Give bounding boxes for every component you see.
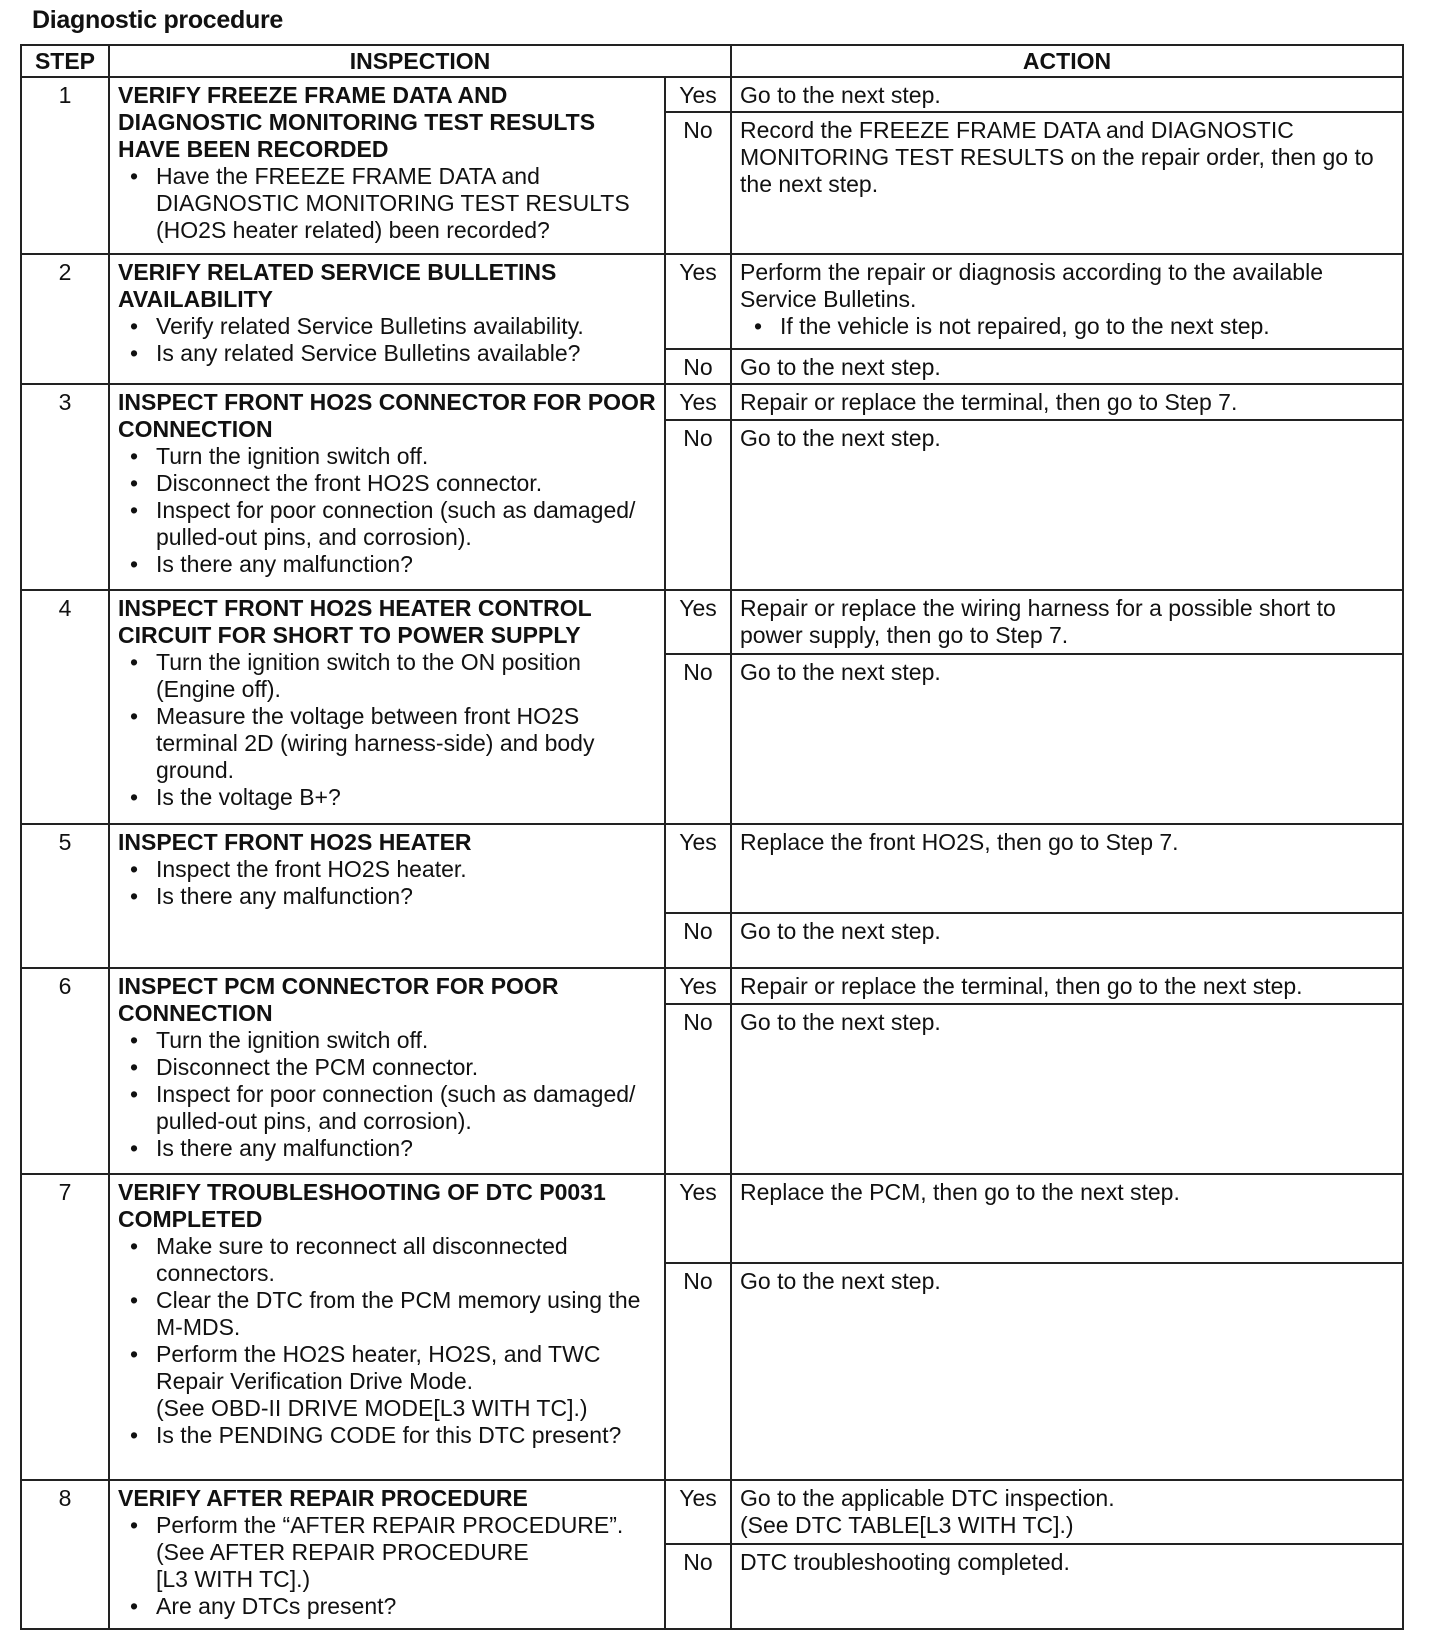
step-number: 3 (21, 384, 109, 590)
answer-no: No (665, 420, 731, 590)
bullet-list (118, 443, 658, 578)
bullet-item: • Inspect for poor connection (such as damaged/ pulled-out pins, and corrosion). (118, 497, 658, 551)
inspection-cell (109, 254, 665, 384)
action-text: Replace the front HO2S, then go to Step 7. (740, 829, 1179, 856)
step-row (21, 254, 1403, 349)
bullet-item: • Turn the ignition switch off. (118, 443, 658, 470)
answer-yes: Yes (665, 590, 731, 654)
inspection-cell (109, 384, 665, 590)
inspection-cell (109, 1174, 665, 1480)
bullet-item: • Turn the ignition switch off. (118, 1027, 658, 1054)
inspection-title: VERIFY AFTER REPAIR PROCEDURE (118, 1485, 528, 1511)
answer-yes: Yes (665, 1174, 731, 1263)
action-cell (731, 1004, 1403, 1174)
action-cell (731, 968, 1403, 1004)
answer-yes: Yes (665, 968, 731, 1004)
action-text: Record the FREEZE FRAME DATA and DIAGNOSTIC MONITORING TEST RESULTS on the repair order, then go to the next step. (740, 116, 1374, 197)
answer-yes: Yes (665, 254, 731, 349)
answer-no: No (665, 913, 731, 968)
inspection-cell (109, 824, 665, 968)
bullet-item: • Verify related Service Bulletins availability. (118, 313, 658, 340)
bullet-item: • Inspect for poor connection (such as damaged/ pulled-out pins, and corrosion). (118, 1081, 658, 1135)
action-cell (731, 590, 1403, 654)
action-cell (731, 77, 1403, 112)
step-row (21, 824, 1403, 913)
answer-yes: Yes (665, 1480, 731, 1544)
bullet-list (118, 163, 658, 244)
step-row (21, 77, 1403, 112)
header-action: ACTION (731, 45, 1403, 77)
bullet-list (740, 313, 1396, 340)
bullet-item: • Perform the “AFTER REPAIR PROCEDURE”. (See AFTER REPAIR PROCEDURE [L3 WITH TC].) (118, 1512, 658, 1593)
action-cell (731, 254, 1403, 349)
action-text: Go to the next step. (740, 658, 941, 685)
inspection-title: VERIFY RELATED SERVICE BULLETINS AVAILABILITY (118, 259, 557, 313)
action-text: Perform the repair or diagnosis according to the available Service Bulletins. (740, 259, 1324, 313)
action-text: Repair or replace the terminal, then go to Step 7. (740, 389, 1238, 416)
action-text: Go to the applicable DTC inspection. (See DTC TABLE[L3 WITH TC].) (740, 1485, 1115, 1538)
step-row (21, 590, 1403, 654)
inspection-title: INSPECT FRONT HO2S HEATER CONTROL CIRCUIT FOR SHORT TO POWER SUPPLY (118, 595, 592, 649)
diagnostic-procedure-table (20, 44, 1404, 1630)
bullet-item: • Inspect the front HO2S heater. (118, 856, 658, 883)
action-cell (731, 824, 1403, 913)
answer-no: No (665, 112, 731, 255)
action-cell (731, 1174, 1403, 1263)
action-cell (731, 913, 1403, 968)
bullet-item: • Is the PENDING CODE for this DTC present? (118, 1422, 658, 1449)
step-number: 5 (21, 824, 109, 968)
action-cell (731, 1480, 1403, 1544)
bullet-item: • Disconnect the front HO2S connector. (118, 470, 658, 497)
bullet-item: • Is there any malfunction? (118, 551, 658, 578)
bullet-list (118, 856, 658, 910)
bullet-list (118, 649, 658, 811)
bullet-item: • Perform the HO2S heater, HO2S, and TWC Repair Verification Drive Mode. (See OBD-II DRIVE MODE[L3 WITH TC].) (118, 1341, 658, 1422)
answer-no: No (665, 1004, 731, 1174)
bullet-list (118, 313, 658, 367)
answer-no: No (665, 1544, 731, 1629)
step-row (21, 384, 1403, 420)
inspection-cell (109, 590, 665, 824)
bullet-item: • Disconnect the PCM connector. (118, 1054, 658, 1081)
step-row (21, 1174, 1403, 1263)
header-row (21, 45, 1403, 77)
step-row (21, 1480, 1403, 1544)
bullet-item: • Is there any malfunction? (118, 1135, 658, 1162)
step-number: 4 (21, 590, 109, 824)
bullet-list (118, 1512, 658, 1620)
step-number: 1 (21, 77, 109, 254)
step-row (21, 968, 1403, 1004)
bullet-item: • Have the FREEZE FRAME DATA and DIAGNOSTIC MONITORING TEST RESULTS (HO2S heater related) been recorded? (118, 163, 658, 244)
step-number: 2 (21, 254, 109, 384)
answer-no: No (665, 654, 731, 824)
header-step: STEP (21, 45, 109, 77)
bullet-item: • Turn the ignition switch to the ON position (Engine off). (118, 649, 658, 703)
answer-no: No (665, 349, 731, 384)
action-text: Replace the PCM, then go to the next step. (740, 1178, 1180, 1205)
action-text: Go to the next step. (740, 82, 941, 108)
bullet-list (118, 1233, 658, 1449)
bullet-item: • Make sure to reconnect all disconnected connectors. (118, 1233, 658, 1287)
inspection-title: VERIFY FREEZE FRAME DATA AND DIAGNOSTIC MONITORING TEST RESULTS HAVE BEEN RECORDED (118, 82, 596, 162)
inspection-cell (109, 968, 665, 1174)
bullet-item: • Is there any malfunction? (118, 883, 658, 910)
bullet-item: • Are any DTCs present? (118, 1593, 658, 1620)
action-text: Go to the next step. (740, 1008, 941, 1035)
inspection-title: INSPECT FRONT HO2S HEATER (118, 829, 472, 856)
action-text: Go to the next step. (740, 918, 941, 945)
answer-yes: Yes (665, 384, 731, 420)
action-text: Go to the next step. (740, 354, 941, 381)
action-cell (731, 420, 1403, 590)
action-text: Go to the next step. (740, 1267, 941, 1294)
action-text: Repair or replace the wiring harness for a possible short to power supply, then go to Step 7. (740, 595, 1336, 649)
answer-yes: Yes (665, 77, 731, 112)
bullet-list (118, 1027, 658, 1162)
action-text: DTC troubleshooting completed. (740, 1548, 1070, 1575)
bullet-item: • If the vehicle is not repaired, go to the next step. (740, 313, 1396, 340)
action-cell (731, 112, 1403, 255)
header-inspection: INSPECTION (109, 45, 731, 77)
answer-no: No (665, 1263, 731, 1480)
bullet-item: • Is the voltage B+? (118, 784, 658, 811)
inspection-title: INSPECT PCM CONNECTOR FOR POOR CONNECTION (118, 972, 559, 1026)
step-number: 8 (21, 1480, 109, 1629)
action-text: Go to the next step. (740, 424, 941, 451)
action-cell (731, 349, 1403, 384)
inspection-cell (109, 1480, 665, 1629)
action-cell (731, 384, 1403, 420)
inspection-title: VERIFY TROUBLESHOOTING OF DTC P0031 COMPLETED (118, 1178, 606, 1232)
bullet-item: • Clear the DTC from the PCM memory using the M-MDS. (118, 1287, 658, 1341)
bullet-item: • Is any related Service Bulletins available? (118, 340, 658, 367)
step-number: 7 (21, 1174, 109, 1480)
action-text: Repair or replace the terminal, then go to the next step. (740, 972, 1303, 999)
action-cell (731, 1263, 1403, 1480)
action-cell (731, 1544, 1403, 1629)
step-number: 6 (21, 968, 109, 1174)
page-title: Diagnostic procedure (32, 6, 283, 34)
bullet-item: • Measure the voltage between front HO2S terminal 2D (wiring harness-side) and body ground. (118, 703, 658, 784)
inspection-title: INSPECT FRONT HO2S CONNECTOR FOR POOR CONNECTION (118, 389, 656, 443)
action-cell (731, 654, 1403, 824)
answer-yes: Yes (665, 824, 731, 913)
inspection-cell (109, 77, 665, 254)
